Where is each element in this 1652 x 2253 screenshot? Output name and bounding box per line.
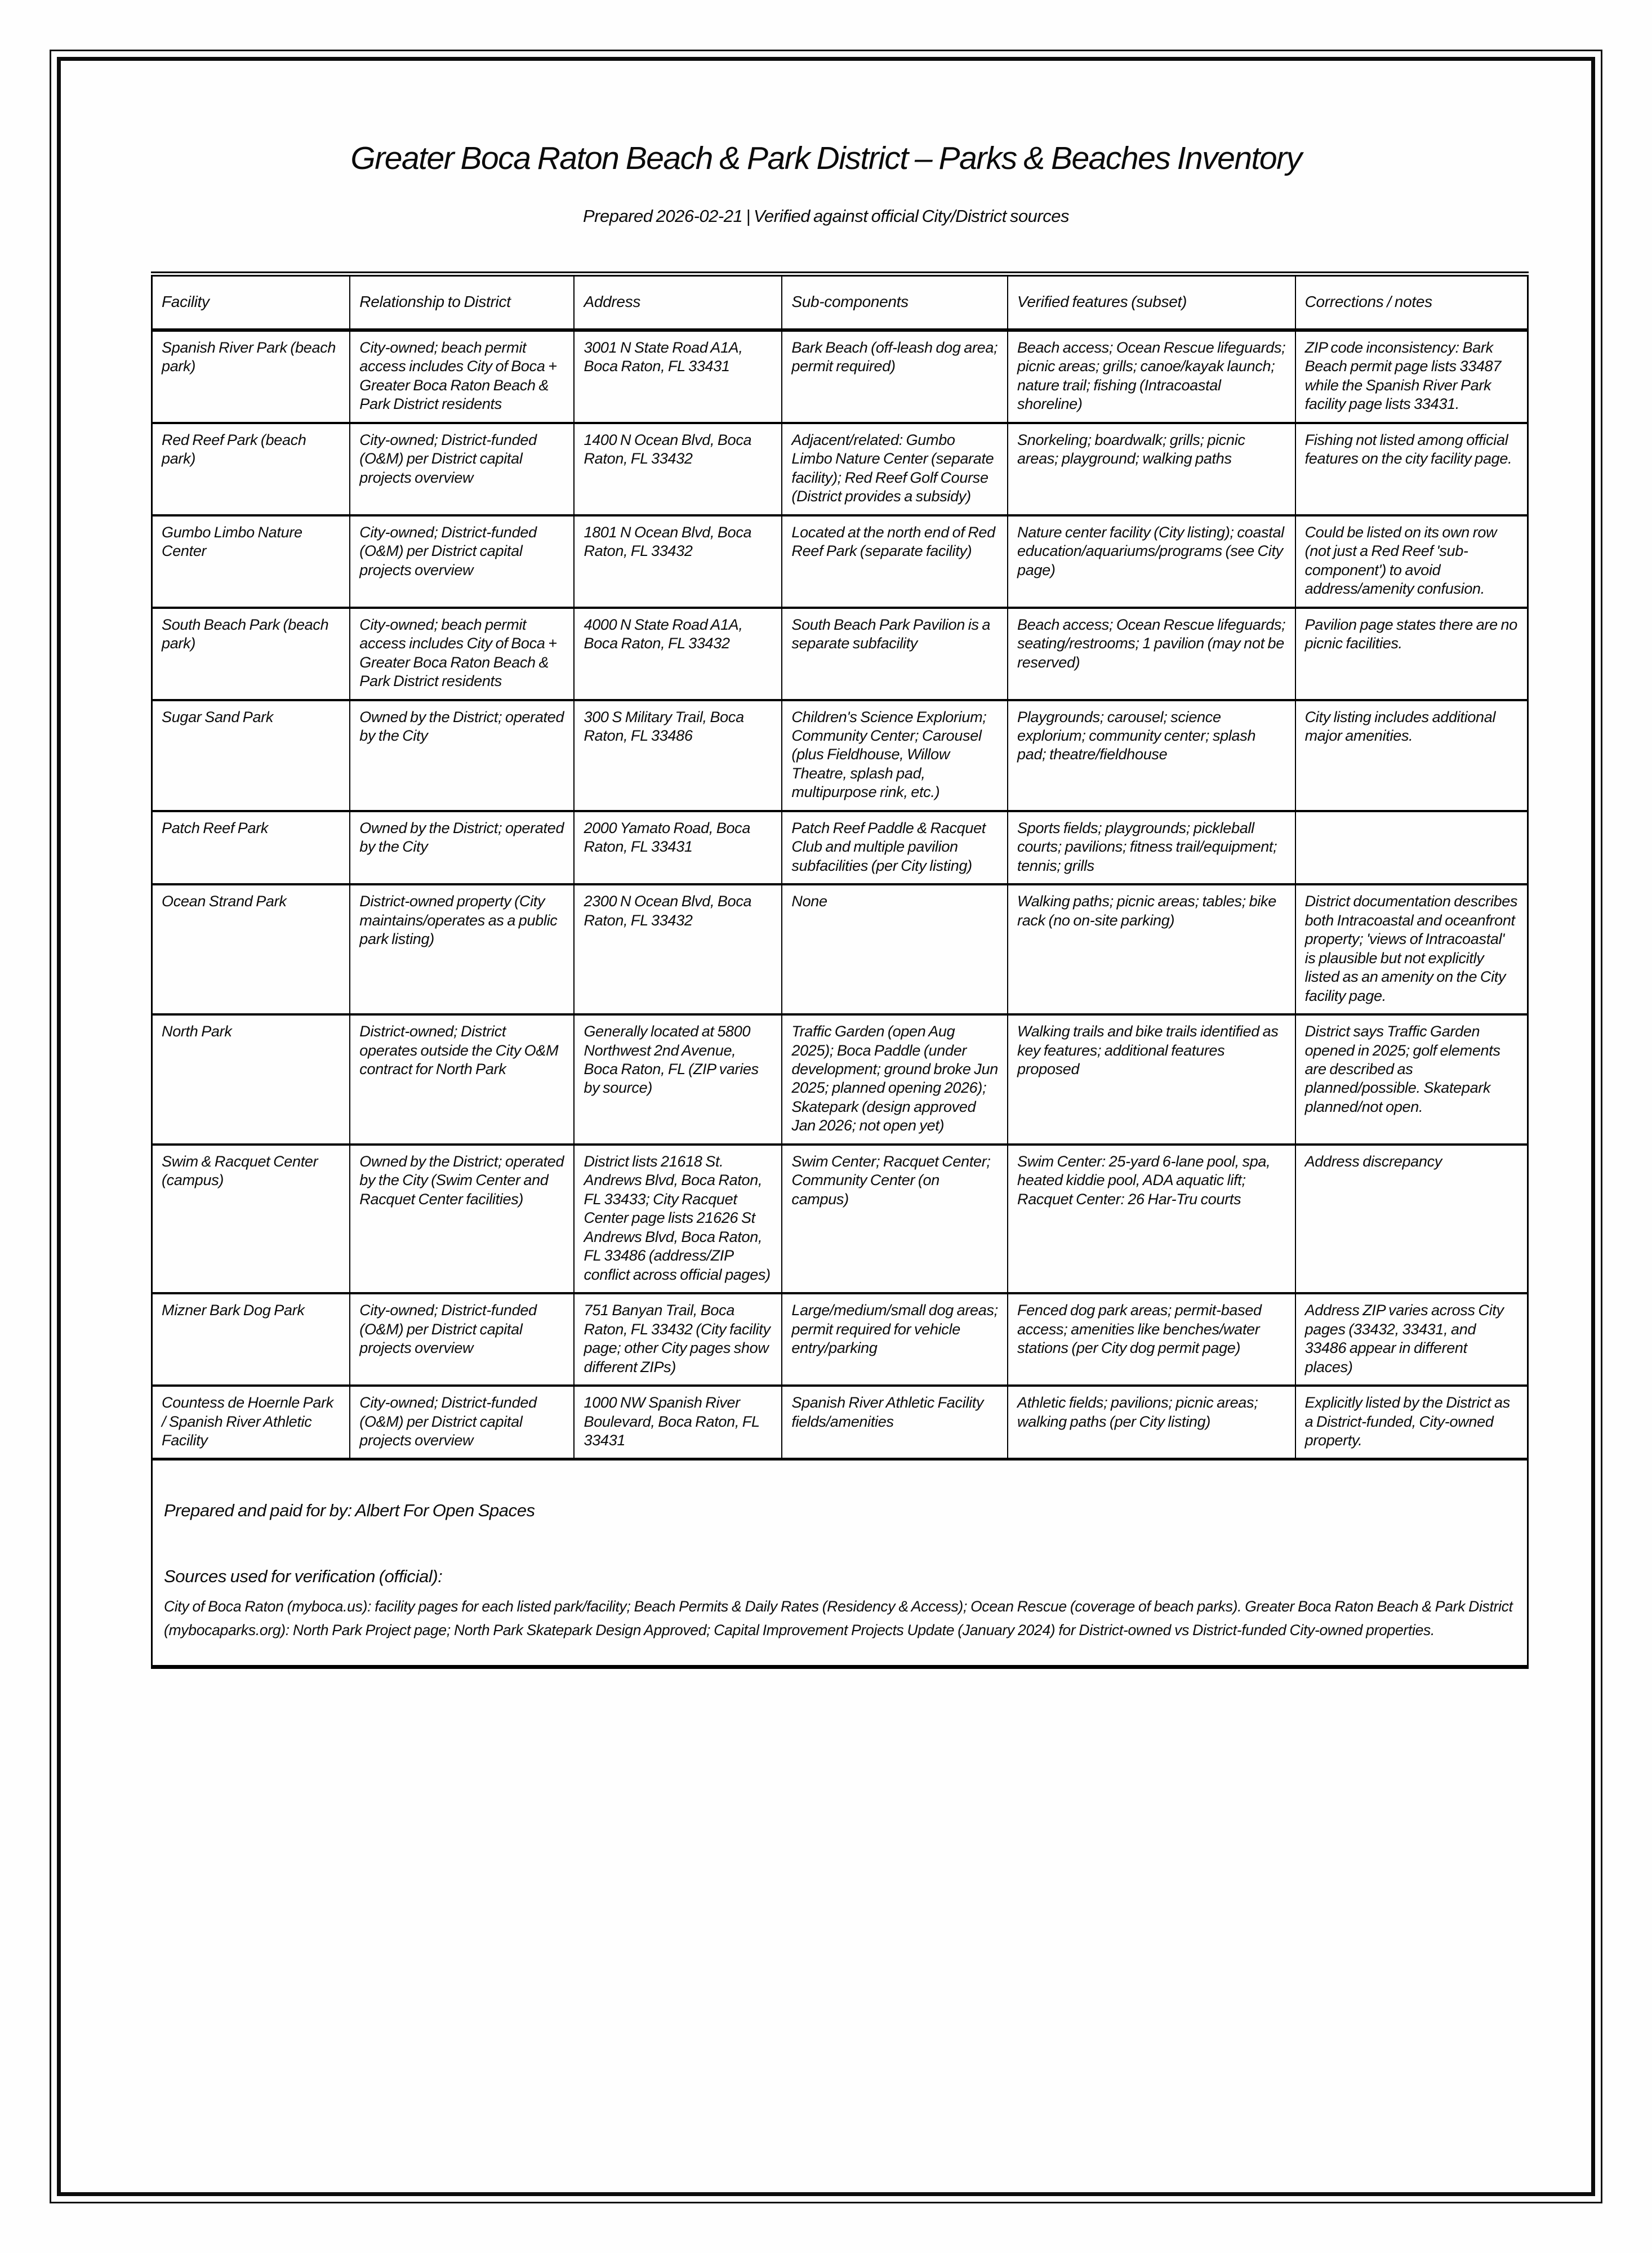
table-header-row (152, 274, 1528, 331)
table-row (152, 1293, 1528, 1386)
cell-address: 2000 Yamato Road, Boca Raton, FL 33431 (574, 811, 782, 884)
table-footer-row (152, 1459, 1528, 1667)
cell-address: 3001 N State Road A1A, Boca Raton, FL 33431 (574, 330, 782, 423)
cell-address: 300 S Military Trail, Boca Raton, FL 33486 (574, 700, 782, 811)
cell-subcomponents: Large/medium/small dog areas; permit required for vehicle entry/parking (782, 1293, 1008, 1386)
cell-notes: Fishing not listed among official features on the city facility page. (1295, 423, 1528, 515)
cell-features: Beach access; Ocean Rescue lifeguards; picnic areas; grills; canoe/kayak launch; nature trail; fishing (Intracoastal shoreline) (1008, 330, 1295, 423)
table-row (152, 423, 1528, 515)
cell-facility: Red Reef Park (beach park) (152, 423, 350, 515)
cell-notes: District says Traffic Garden opened in 2025; golf elements are described as planned/possible. Skatepark planned/not open. (1295, 1014, 1528, 1145)
column-header: Address (574, 274, 782, 331)
page-inner-border (57, 57, 1595, 2196)
cell-facility: Swim & Racquet Center (campus) (152, 1145, 350, 1293)
cell-notes: Explicitly listed by the District as a District-funded, City-owned property. (1295, 1386, 1528, 1459)
column-header: Facility (152, 274, 350, 331)
cell-subcomponents: Spanish River Athletic Facility fields/amenities (782, 1386, 1008, 1459)
cell-facility: Countess de Hoernle Park / Spanish River Athletic Facility (152, 1386, 350, 1459)
cell-features: Nature center facility (City listing); coastal education/aquariums/programs (see City page) (1008, 515, 1295, 608)
cell-subcomponents: Patch Reef Paddle & Racquet Club and multiple pavilion subfacilities (per City listing) (782, 811, 1008, 884)
table-row (152, 1386, 1528, 1459)
cell-notes: Pavilion page states there are no picnic facilities. (1295, 608, 1528, 700)
cell-subcomponents: Children's Science Explorium; Community Center; Carousel (plus Fieldhouse, Willow Theatre, splash pad, multipurpose rink, etc.) (782, 700, 1008, 811)
cell-facility: Sugar Sand Park (152, 700, 350, 811)
cell-relationship: City-owned; District-funded (O&M) per District capital projects overview (350, 423, 574, 515)
table-row (152, 515, 1528, 608)
cell-relationship: District-owned; District operates outside the City O&M contract for North Park (350, 1014, 574, 1145)
table-row (152, 608, 1528, 700)
column-header: Relationship to District (350, 274, 574, 331)
cell-address: District lists 21618 St. Andrews Blvd, Boca Raton, FL 33433; City Racquet Center page lists 21626 St Andrews Blvd, Boca Raton, FL 33486 (address/ZIP conflict across official pages) (574, 1145, 782, 1293)
cell-notes: Address ZIP varies across City pages (33432, 33431, and 33486 appear in different places) (1295, 1293, 1528, 1386)
table-body (152, 330, 1528, 1459)
cell-features: Walking trails and bike trails identified as key features; additional features proposed (1008, 1014, 1295, 1145)
cell-address: Generally located at 5800 Northwest 2nd Avenue, Boca Raton, FL (ZIP varies by source) (574, 1014, 782, 1145)
cell-subcomponents: South Beach Park Pavilion is a separate subfacility (782, 608, 1008, 700)
cell-facility: Ocean Strand Park (152, 884, 350, 1014)
cell-subcomponents: Adjacent/related: Gumbo Limbo Nature Center (separate facility); Red Reef Golf Course (District provides a subsidy) (782, 423, 1008, 515)
cell-relationship: City-owned; District-funded (O&M) per District capital projects overview (350, 1386, 574, 1459)
cell-features: Snorkeling; boardwalk; grills; picnic areas; playground; walking paths (1008, 423, 1295, 515)
cell-facility: North Park (152, 1014, 350, 1145)
cell-relationship: Owned by the District; operated by the City (350, 700, 574, 811)
cell-relationship: City-owned; District-funded (O&M) per District capital projects overview (350, 1293, 574, 1386)
column-header: Corrections / notes (1295, 274, 1528, 331)
table-row (152, 811, 1528, 884)
cell-address: 4000 N State Road A1A, Boca Raton, FL 33432 (574, 608, 782, 700)
cell-relationship: Owned by the District; operated by the City (Swim Center and Racquet Center facilities) (350, 1145, 574, 1293)
cell-relationship: District-owned property (City maintains/operates as a public park listing) (350, 884, 574, 1014)
cell-features: Beach access; Ocean Rescue lifeguards; seating/restrooms; 1 pavilion (may not be reserved) (1008, 608, 1295, 700)
cell-facility: Gumbo Limbo Nature Center (152, 515, 350, 608)
cell-relationship: Owned by the District; operated by the City (350, 811, 574, 884)
parks-inventory-table (151, 271, 1529, 1669)
table-row (152, 700, 1528, 811)
cell-features: Athletic fields; pavilions; picnic areas; walking paths (per City listing) (1008, 1386, 1295, 1459)
cell-notes: Could be listed on its own row (not just a Red Reef 'sub-component') to avoid address/amenity confusion. (1295, 515, 1528, 608)
table-row (152, 1014, 1528, 1145)
sources-text: City of Boca Raton (myboca.us): facility pages for each listed park/facility; Beach Permits & Daily Rates (Residency & Access); Ocean Rescue (coverage of beach parks). Greater Boca Raton Beach & Park District (mybocaparks.org): North Park Project page; North Park Skatepark Design Approved; Capital Improvement Projects Update (January 2024) for District-owned vs District-funded City-owned properties. (164, 1598, 1513, 1638)
sources-heading: Sources used for verification (official): (164, 1566, 443, 1586)
cell-notes: City listing includes additional major amenities. (1295, 700, 1528, 811)
cell-subcomponents: None (782, 884, 1008, 1014)
prepared-by-line: Prepared and paid for by: Albert For Open Spaces (164, 1500, 535, 1521)
cell-features: Fenced dog park areas; permit-based access; amenities like benches/water stations (per City dog permit page) (1008, 1293, 1295, 1386)
cell-address: 1801 N Ocean Blvd, Boca Raton, FL 33432 (574, 515, 782, 608)
table-row (152, 330, 1528, 423)
cell-subcomponents: Swim Center; Racquet Center; Community Center (on campus) (782, 1145, 1008, 1293)
cell-notes: Address discrepancy (1295, 1145, 1528, 1293)
cell-address: 751 Banyan Trail, Boca Raton, FL 33432 (City facility page; other City pages show different ZIPs) (574, 1293, 782, 1386)
cell-features: Swim Center: 25-yard 6-lane pool, spa, heated kiddie pool, ADA aquatic lift; Racquet Center: 26 Har-Tru courts (1008, 1145, 1295, 1293)
cell-address: 1000 NW Spanish River Boulevard, Boca Raton, FL 33431 (574, 1386, 782, 1459)
cell-address: 2300 N Ocean Blvd, Boca Raton, FL 33432 (574, 884, 782, 1014)
cell-notes: ZIP code inconsistency: Bark Beach permit page lists 33487 while the Spanish River Park facility page lists 33431. (1295, 330, 1528, 423)
cell-features: Playgrounds; carousel; science explorium; community center; splash pad; theatre/fieldhouse (1008, 700, 1295, 811)
cell-notes: District documentation describes both Intracoastal and oceanfront property; 'views of Intracoastal' is plausible but not explicitly listed as an amenity on the City facility page. (1295, 884, 1528, 1014)
column-header: Sub-components (782, 274, 1008, 331)
cell-subcomponents: Located at the north end of Red Reef Park (separate facility) (782, 515, 1008, 608)
cell-facility: South Beach Park (beach park) (152, 608, 350, 700)
cell-facility: Spanish River Park (beach park) (152, 330, 350, 423)
page-subtitle: Prepared 2026-02-21 | Verified against official City/District sources (583, 206, 1069, 226)
table-row (152, 1145, 1528, 1293)
column-header: Verified features (subset) (1008, 274, 1295, 331)
cell-subcomponents: Traffic Garden (open Aug 2025); Boca Paddle (under development; ground broke Jun 2025; planned opening 2026); Skatepark (design approved Jan 2026; not open yet) (782, 1014, 1008, 1145)
cell-features: Sports fields; playgrounds; pickleball courts; pavilions; fitness trail/equipment; tennis; grills (1008, 811, 1295, 884)
cell-facility: Patch Reef Park (152, 811, 350, 884)
cell-relationship: City-owned; beach permit access includes City of Boca + Greater Boca Raton Beach & Park District residents (350, 608, 574, 700)
cell-relationship: City-owned; beach permit access includes City of Boca + Greater Boca Raton Beach & Park District residents (350, 330, 574, 423)
cell-facility: Mizner Bark Dog Park (152, 1293, 350, 1386)
cell-features: Walking paths; picnic areas; tables; bike rack (no on-site parking) (1008, 884, 1295, 1014)
page-title: Greater Boca Raton Beach & Park District – Parks & Beaches Inventory (350, 140, 1302, 176)
table-footer-cell (152, 1459, 1528, 1667)
cell-relationship: City-owned; District-funded (O&M) per District capital projects overview (350, 515, 574, 608)
table-row (152, 884, 1528, 1014)
cell-address: 1400 N Ocean Blvd, Boca Raton, FL 33432 (574, 423, 782, 515)
cell-subcomponents: Bark Beach (off-leash dog area; permit required) (782, 330, 1008, 423)
cell-notes (1295, 811, 1528, 884)
